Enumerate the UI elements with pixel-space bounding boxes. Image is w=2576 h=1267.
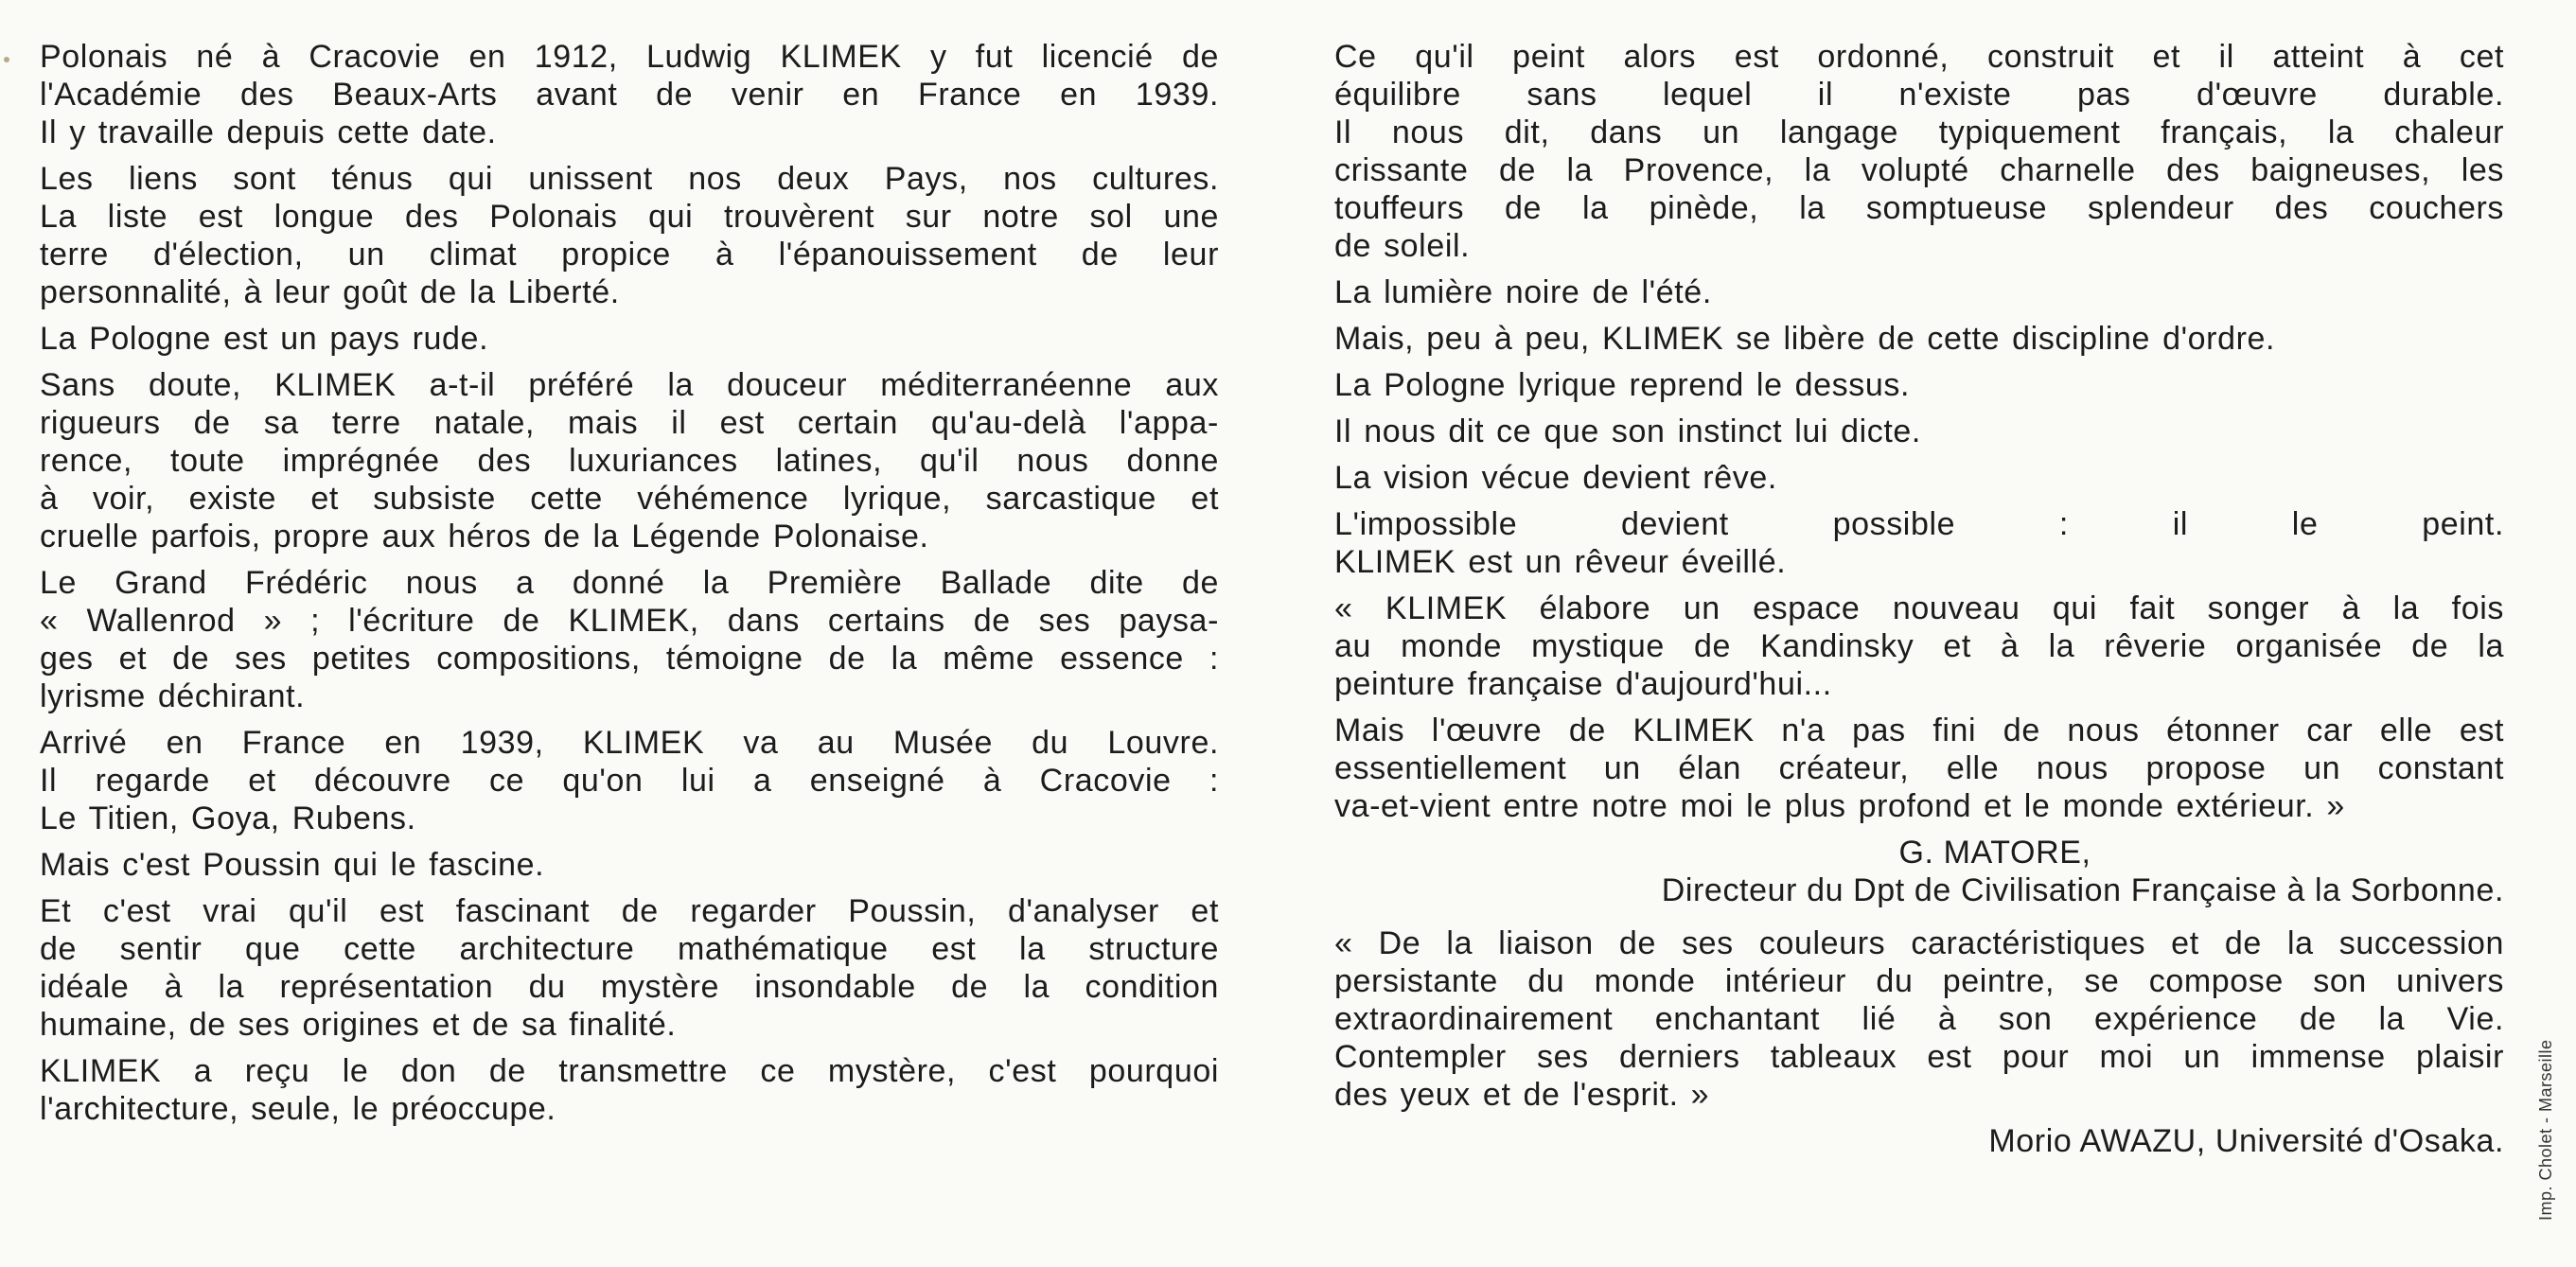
signature-matore-name: G. MATORE, [1898, 835, 2091, 871]
text-line: KLIMEK est un rêveur éveillé. [1334, 544, 1787, 580]
text-line: lyrisme déchirant. [40, 678, 306, 714]
paragraph [1334, 273, 2504, 311]
text-line: équilibre sans lequel il n'existe pas d'œuvre durable. [1334, 77, 2504, 113]
text-line: au monde mystique de Kandinsky et à la rêverie organisée de la [1334, 628, 2504, 664]
text-line: de soleil. [1334, 228, 1471, 264]
text-line: Le Grand Frédéric nous a donné la Première Ballade dite de [40, 565, 1219, 601]
paragraph [1334, 459, 2504, 497]
text-line: Mais, peu à peu, KLIMEK se libère de cette discipline d'ordre. [1334, 321, 2276, 357]
text-line: Il y travaille depuis cette date. [40, 114, 497, 150]
text-line: Il nous dit, dans un langage typiquement français, la chaleur [1334, 114, 2504, 150]
paragraph [40, 366, 1219, 555]
paragraph [40, 892, 1219, 1044]
paragraph [1334, 413, 2504, 450]
margin-mark [4, 57, 9, 62]
text-line: « KLIMEK élabore un espace nouveau qui fait songer à la fois [1334, 590, 2504, 626]
text-line: Polonais né à Cracovie en 1912, Ludwig KLIMEK y fut licencié de [40, 39, 1219, 75]
paragraph [1334, 924, 2504, 1114]
text-line: l'architecture, seule, le préoccupe. [40, 1091, 556, 1127]
paragraph [1334, 366, 2504, 404]
text-line: La Pologne lyrique reprend le dessus. [1334, 367, 1911, 403]
printer-credit: Imp. Cholet - Marseille [2536, 1039, 2555, 1221]
paragraph [1334, 590, 2504, 703]
paragraph [40, 846, 1219, 884]
text-line: « Wallenrod » ; l'écriture de KLIMEK, dans certains de ses paysa- [40, 603, 1219, 639]
text-line: Il nous dit ce que son instinct lui dicte. [1334, 414, 1921, 449]
paragraph [40, 724, 1219, 837]
text-line: La vision vécue devient rêve. [1334, 460, 1777, 496]
paragraph [1334, 320, 2504, 358]
signature-awazu: Morio AWAZU, Université d'Osaka. [1988, 1123, 2504, 1159]
paragraph [40, 38, 1219, 151]
text-line: des yeux et de l'esprit. » [1334, 1077, 1710, 1113]
text-line: Contempler ses derniers tableaux est pour moi un immense plaisir [1334, 1039, 2504, 1075]
text-line: peinture française d'aujourd'hui... [1334, 666, 1832, 702]
right-paragraphs-bottom [1334, 924, 2504, 1114]
text-line: La liste est longue des Polonais qui trouvèrent sur notre sol une [40, 199, 1219, 235]
text-line: La lumière noire de l'été. [1334, 274, 1712, 310]
right-text-column [1334, 38, 2504, 1160]
text-line: Ce qu'il peint alors est ordonné, construit et il atteint à cet [1334, 39, 2504, 75]
text-line: va-et-vient entre notre moi le plus profond et le monde extérieur. » [1334, 788, 2345, 824]
right-paragraphs-top [1334, 38, 2504, 825]
text-line: L'impossible devient possible : il le peint. [1334, 506, 2504, 542]
text-line: Mais l'œuvre de KLIMEK n'a pas fini de nous étonner car elle est [1334, 713, 2504, 748]
text-line: personnalité, à leur goût de la Liberté. [40, 274, 620, 310]
text-line: Les liens sont ténus qui unissent nos deux Pays, nos cultures. [40, 161, 1219, 197]
text-line: de sentir que cette architecture mathématique est la structure [40, 931, 1219, 967]
text-line: touffeurs de la pinède, la somptueuse splendeur des couchers [1334, 190, 2504, 226]
text-line: Il regarde et découvre ce qu'on lui a enseigné à Cracovie : [40, 763, 1219, 799]
signature-matore-role: Directeur du Dpt de Civilisation Française à la Sorbonne. [1661, 872, 2504, 908]
paragraph [40, 1052, 1219, 1128]
text-line: crissante de la Provence, la volupté charnelle des baigneuses, les [1334, 152, 2504, 188]
text-line: « De la liaison de ses couleurs caractéristiques et de la succession [1334, 925, 2504, 961]
text-line: rigueurs de sa terre natale, mais il est certain qu'au-delà l'appa- [40, 405, 1219, 441]
left-text-column [40, 38, 1219, 1136]
text-line: terre d'élection, un climat propice à l'épanouissement de leur [40, 237, 1219, 273]
text-line: idéale à la représentation du mystère insondable de la condition [40, 969, 1219, 1005]
text-line: cruelle parfois, propre aux héros de la Légende Polonaise. [40, 519, 929, 554]
text-line: KLIMEK a reçu le don de transmettre ce mystère, c'est pourquoi [40, 1053, 1219, 1089]
text-line: l'Académie des Beaux-Arts avant de venir en France en 1939. [40, 77, 1219, 113]
paragraph [1334, 712, 2504, 825]
paragraph [1334, 505, 2504, 581]
text-line: essentiellement un élan créateur, elle nous propose un constant [1334, 750, 2504, 786]
text-line: Le Titien, Goya, Rubens. [40, 801, 416, 836]
text-line: Arrivé en France en 1939, KLIMEK va au Musée du Louvre. [40, 725, 1219, 761]
text-line: humaine, de ses origines et de sa finalité. [40, 1007, 677, 1043]
text-line: à voir, existe et subsiste cette véhémence lyrique, sarcastique et [40, 481, 1219, 517]
text-line: extraordinairement enchantant lié à son expérience de la Vie. [1334, 1001, 2504, 1037]
text-line: persistante du monde intérieur du peintre, se compose son univers [1334, 963, 2504, 999]
paragraph [40, 160, 1219, 311]
paragraph [1334, 38, 2504, 265]
text-line: Sans doute, KLIMEK a-t-il préféré la douceur méditerranéenne aux [40, 367, 1219, 403]
text-line: La Pologne est un pays rude. [40, 321, 489, 357]
text-line: rence, toute imprégnée des luxuriances latines, qu'il nous donne [40, 443, 1219, 479]
text-line: ges et de ses petites compositions, témoigne de la même essence : [40, 641, 1219, 677]
paragraph [40, 320, 1219, 358]
text-line: Mais c'est Poussin qui le fascine. [40, 847, 545, 883]
paragraph [40, 564, 1219, 715]
text-line: Et c'est vrai qu'il est fascinant de regarder Poussin, d'analyser et [40, 893, 1219, 929]
